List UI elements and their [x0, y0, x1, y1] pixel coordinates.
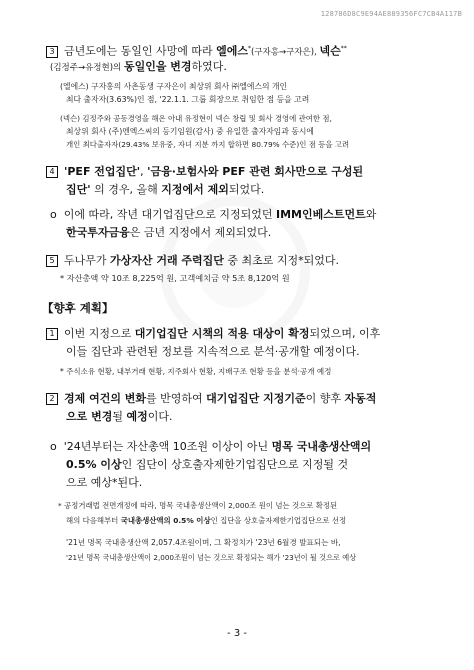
- section-3-note-1-line-2: 최다 출자자(3.63%)인 점, '22.1.1. 그룹 회장으로 취임한 점 등을 고려: [66, 95, 310, 104]
- section-5-note: * 자산총액 약 10조 8,225억 원, 고객예치금 약 5조 8,120억 원: [60, 273, 290, 283]
- future-note-2-line-1: '21년 명목 국내총생산액 2,057.4조원이며, 그 확정치가 '23년 6월경 발표되는 바,: [66, 538, 341, 547]
- future-note-1-line-1: * 공정거래법 전면개정에 따라, 명목 국내총생산액이 2,000조 원이 넘는 것으로 확정된: [58, 501, 338, 510]
- section-4-number: 4: [46, 166, 58, 178]
- future-bullet-line-1: o '24년부터는 자산총액 10조원 이상이 아닌 명목 국내총생산액의: [50, 440, 372, 453]
- future-plans-heading: 【향후 계획】: [42, 301, 114, 315]
- future-bullet-line-3: 으로 예상*된다.: [66, 476, 143, 489]
- section-3-note-2-line-2: 최상위 회사 (주)엔엑스씨의 등기임원(감사) 중 유일한 출자자임과 동시에: [66, 127, 314, 136]
- future-item-2-line-1: 2 경제 여건의 변화를 반영하여 대기업집단 지정기준이 향후 자동적: [46, 392, 376, 405]
- section-3-note-1-line-1: (엘에스) 구자홍의 사촌동생 구자은이 최상위 회사 ㈜엘에스의 개인: [60, 82, 288, 91]
- section-3-line-1: 3 금년도에는 동일인 사망에 따라 엘에스*(구자홍→구자은), 넥슨**: [46, 42, 347, 60]
- section-3-note-2-line-3: 개인 최다출자자(29.43% 보유중, 자녀 지분 까지 합하면 80.79% 수준)인 점 등을 고려: [66, 140, 350, 149]
- future-note-1-line-2: 해의 다음해부터 국내총생산액의 0.5% 이상인 집단을 상호출자제한기업집단으로 선정: [66, 516, 347, 525]
- future-item-1-number: 1: [46, 328, 58, 340]
- section-5-line-1: 5 두나무가 가상자산 거래 주력집단 중 최초로 지정*되었다.: [46, 254, 339, 267]
- section-3-note-2-line-1: (넥슨) 김정주와 공동경영을 해온 아내 유정현이 넥슨 창립 및 회사 경영에 관여한 점,: [60, 114, 332, 123]
- future-note-2-line-2: '21년 명목 국내총생산액이 2,000조원이 넘는 것으로 확정되는 해가 '23년이 될 것으로 예상: [66, 553, 357, 562]
- section-4-bullet-line-1: o 이에 따라, 작년 대기업집단으로 지정되었던 IMM인베스트먼트와: [50, 208, 377, 221]
- section-5-number: 5: [46, 255, 58, 267]
- future-item-1-note: * 주식소유 현황, 내부거래 현황, 지주회사 현황, 지배구조 현황 등을 분석·공개 예정: [60, 367, 332, 376]
- future-item-1-line-1: 1 이번 지정으로 대기업집단 시책의 적용 대상이 확정되었으며, 이후: [46, 327, 380, 340]
- future-item-2-line-2: 으로 변경될 예정이다.: [66, 410, 173, 423]
- section-3-number: 3: [46, 46, 58, 58]
- section-4-line-2: 집단' 의 경우, 올해 지정에서 제외되었다.: [66, 183, 265, 196]
- section-3-line-2: (김정주→유정현)의 동일인을 변경하였다.: [50, 60, 227, 73]
- section-4-line-1: 4 'PEF 전업집단', '금융·보험사와 PEF 관련 회사만으로 구성된: [46, 165, 363, 178]
- future-bullet-line-2: 0.5% 이상인 집단이 상호출자제한기업집단으로 지정될 것: [66, 458, 349, 471]
- page-number: - 3 -: [227, 628, 247, 639]
- document-id: 128786D8C9E94AE88935​6FC7CB4A117B: [320, 10, 462, 18]
- future-item-1-line-2: 이들 집단과 관련된 정보를 지속적으로 분석·공개할 예정이다.: [66, 345, 360, 358]
- section-4-bullet-line-2: 한국투자금융은 금년 지정에서 제외되었다.: [66, 226, 272, 239]
- future-item-2-number: 2: [46, 393, 58, 405]
